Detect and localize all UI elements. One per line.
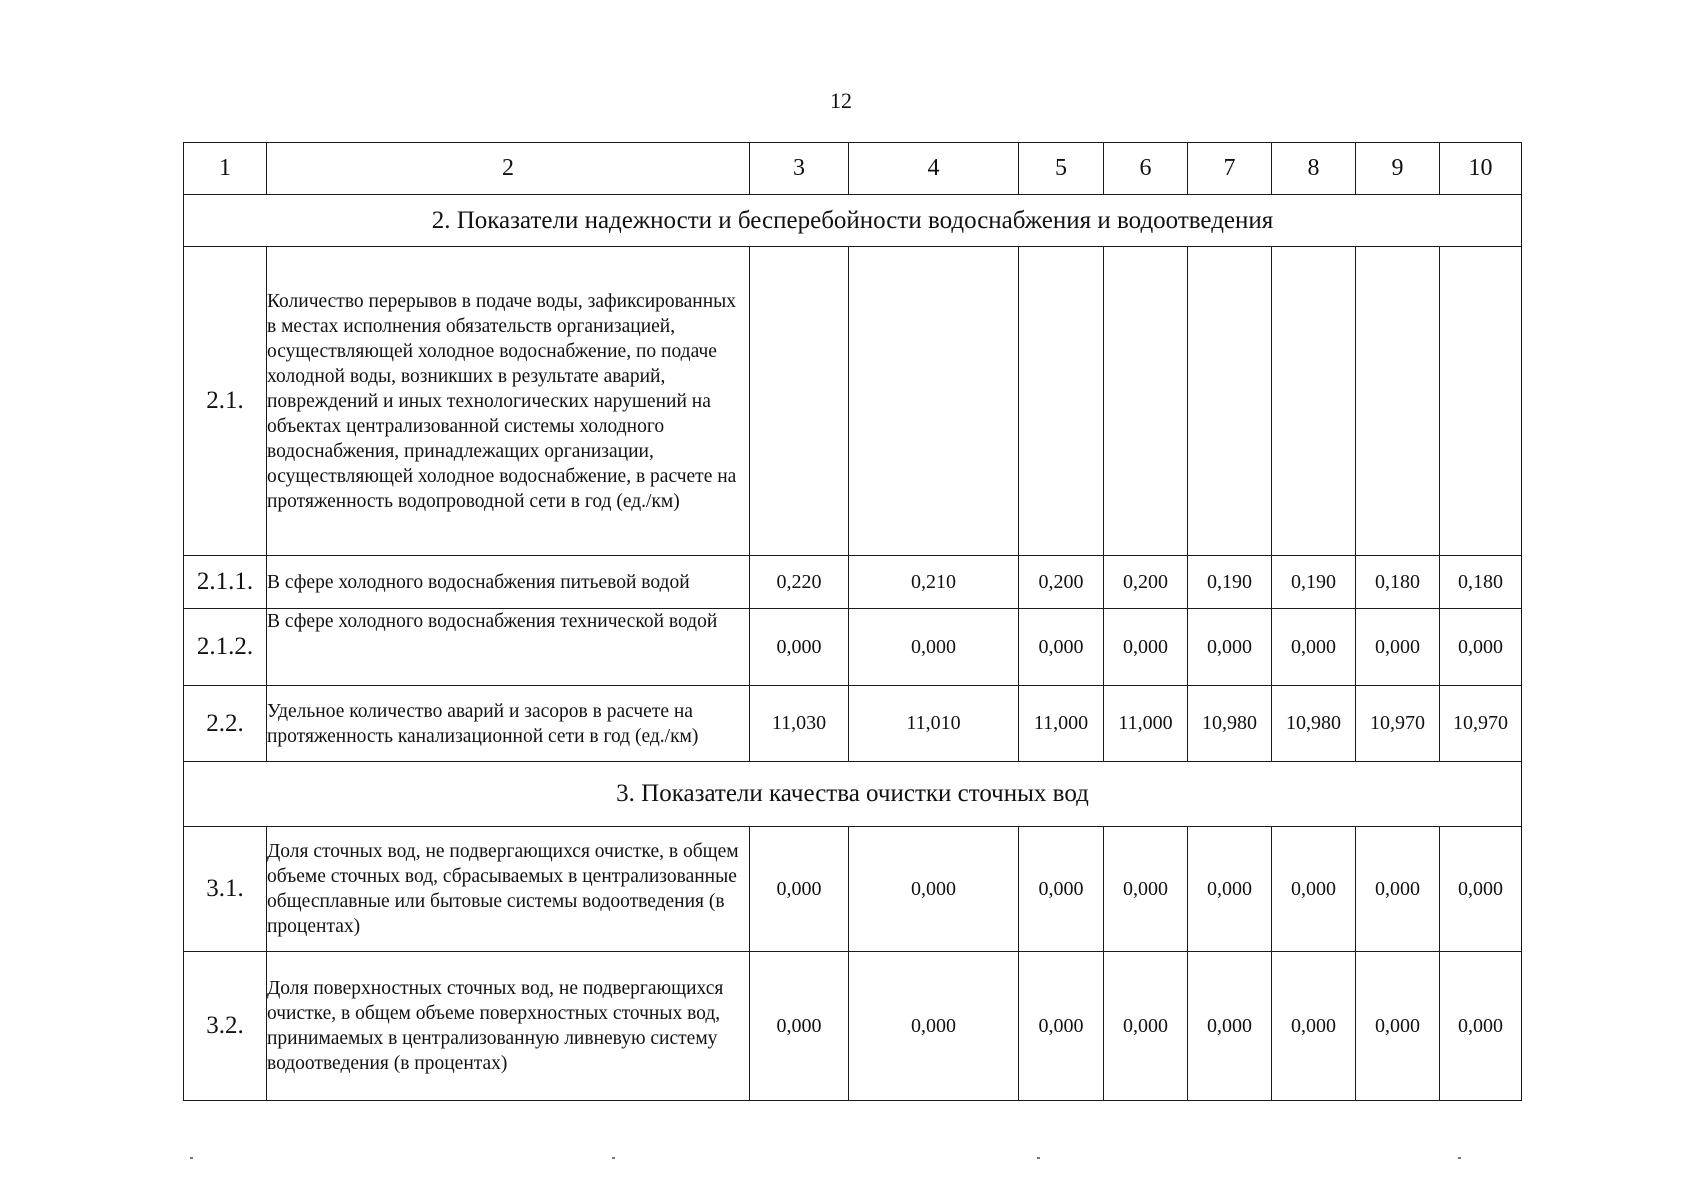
row-value xyxy=(1272,247,1356,556)
row-value: 0,000 xyxy=(849,827,1019,952)
table-row xyxy=(184,247,1522,556)
row-value: 0,000 xyxy=(1104,827,1188,952)
row-number: 3.2. xyxy=(184,952,267,1101)
page-number: 12 xyxy=(830,88,852,113)
row-value: 0,000 xyxy=(1188,609,1272,686)
row-value xyxy=(1188,247,1272,556)
table-row xyxy=(184,556,1522,609)
table-row xyxy=(184,827,1522,952)
row-value: 10,970 xyxy=(1440,686,1522,762)
row-value: 0,000 xyxy=(1019,827,1104,952)
scan-speck xyxy=(1037,1157,1040,1159)
row-value xyxy=(1019,247,1104,556)
row-number: 2.2. xyxy=(184,686,267,762)
row-value: 0,000 xyxy=(750,827,849,952)
header-cell: 8 xyxy=(1272,143,1356,195)
header-cell: 3 xyxy=(750,143,849,195)
indicators-table xyxy=(183,142,1522,1101)
header-cell: 6 xyxy=(1104,143,1188,195)
row-value: 0,000 xyxy=(1104,609,1188,686)
row-value: 0,000 xyxy=(750,609,849,686)
row-value: 11,030 xyxy=(750,686,849,762)
row-value: 0,000 xyxy=(1440,952,1522,1101)
row-value: 10,980 xyxy=(1272,686,1356,762)
header-cell: 10 xyxy=(1440,143,1522,195)
row-value: 0,000 xyxy=(1440,609,1522,686)
row-number: 2.1.2. xyxy=(184,609,267,686)
row-value: 0,000 xyxy=(1019,952,1104,1101)
row-value xyxy=(849,247,1019,556)
header-cell: 4 xyxy=(849,143,1019,195)
table-row xyxy=(184,609,1522,686)
scan-speck xyxy=(190,1157,193,1159)
row-value: 11,010 xyxy=(849,686,1019,762)
row-value: 0,220 xyxy=(750,556,849,609)
row-value: 0,200 xyxy=(1104,556,1188,609)
row-value xyxy=(750,247,849,556)
row-description: В сфере холодного водоснабжения технической водой xyxy=(267,609,750,686)
row-value: 0,000 xyxy=(1272,827,1356,952)
header-row xyxy=(184,143,1522,195)
table-row xyxy=(184,952,1522,1101)
section-3-row xyxy=(184,762,1522,827)
header-cell: 2 xyxy=(267,143,750,195)
row-value: 0,000 xyxy=(1188,952,1272,1101)
row-value: 0,000 xyxy=(1104,952,1188,1101)
section-3-title: 3. Показатели качества очистки сточных вод xyxy=(184,762,1522,827)
header-cell: 7 xyxy=(1188,143,1272,195)
header-cell: 1 xyxy=(184,143,267,195)
row-value: 0,190 xyxy=(1272,556,1356,609)
section-2-row xyxy=(184,195,1522,247)
row-number: 2.1. xyxy=(184,247,267,556)
row-value: 0,190 xyxy=(1188,556,1272,609)
row-description: В сфере холодного водоснабжения питьевой водой xyxy=(267,556,750,609)
row-number: 2.1.1. xyxy=(184,556,267,609)
row-value: 0,000 xyxy=(1356,827,1440,952)
row-value: 10,980 xyxy=(1188,686,1272,762)
row-value: 0,000 xyxy=(1019,609,1104,686)
row-value: 0,000 xyxy=(1440,827,1522,952)
row-value: 0,000 xyxy=(1188,827,1272,952)
row-value xyxy=(1356,247,1440,556)
row-value xyxy=(1440,247,1522,556)
header-cell: 5 xyxy=(1019,143,1104,195)
row-value: 0,000 xyxy=(1356,952,1440,1101)
row-number: 3.1. xyxy=(184,827,267,952)
scan-speck xyxy=(1458,1157,1461,1159)
row-value: 0,000 xyxy=(1356,609,1440,686)
row-value: 0,200 xyxy=(1019,556,1104,609)
row-value xyxy=(1104,247,1188,556)
row-value: 0,000 xyxy=(849,609,1019,686)
row-value: 10,970 xyxy=(1356,686,1440,762)
row-description: Доля поверхностных сточных вод, не подвергающихся очистке, в общем объеме поверхностных сточных вод, принимаемых в централизованную ливневую систему водоотведения (в процентах) xyxy=(267,952,750,1101)
row-value: 11,000 xyxy=(1019,686,1104,762)
row-value: 0,000 xyxy=(750,952,849,1101)
row-description: Доля сточных вод, не подвергающихся очистке, в общем объеме сточных вод, сбрасываемых в централизованные общесплавные или бытовые системы водоотведения (в процентах) xyxy=(267,827,750,952)
row-value: 0,000 xyxy=(1272,952,1356,1101)
row-value: 0,000 xyxy=(849,952,1019,1101)
section-2-title: 2. Показатели надежности и бесперебойности водоснабжения и водоотведения xyxy=(184,195,1522,247)
row-value: 0,180 xyxy=(1356,556,1440,609)
row-value: 0,000 xyxy=(1272,609,1356,686)
row-value: 11,000 xyxy=(1104,686,1188,762)
row-description: Удельное количество аварий и засоров в расчете на протяженность канализационной сети в год (ед./км) xyxy=(267,686,750,762)
row-value: 0,180 xyxy=(1440,556,1522,609)
row-value: 0,210 xyxy=(849,556,1019,609)
row-description: Количество перерывов в подаче воды, зафиксированных в местах исполнения обязательств организацией, осуществляющей холодное водоснабжение, по подаче холодной воды, возникших в результате аварий, повреждений и иных технологических нарушений на объектах централизованной системы холодного водоснабжения, принадлежащих организации, осуществляющей холодное водоснабжение, в расчете на протяженность водопроводной сети в год (ед./км) xyxy=(267,247,750,556)
scan-speck xyxy=(612,1157,615,1159)
table-row xyxy=(184,686,1522,762)
header-cell: 9 xyxy=(1356,143,1440,195)
